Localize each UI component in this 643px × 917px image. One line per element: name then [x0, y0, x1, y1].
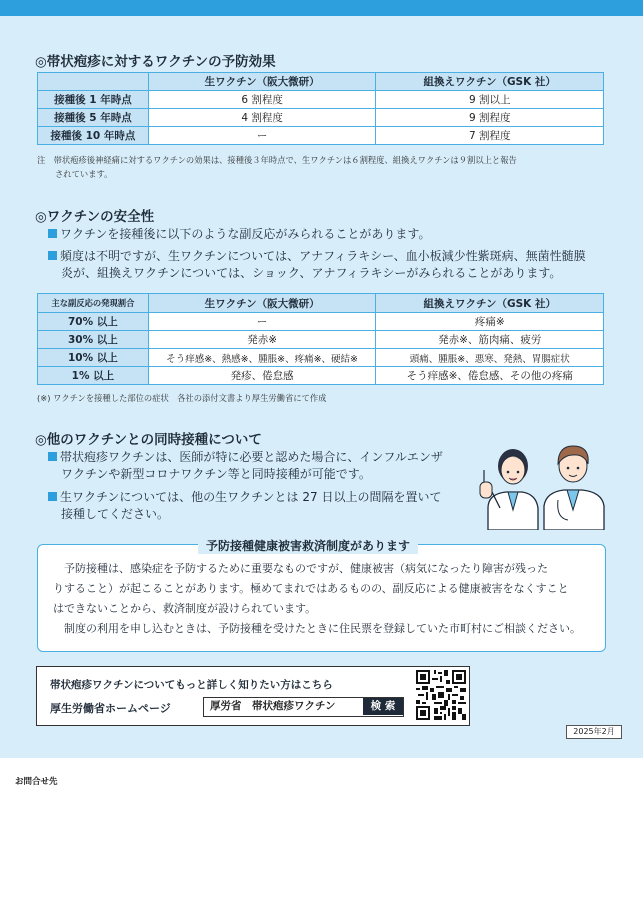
- bullet-text-line1: 生ワクチンについては、他の生ワクチンとは 27 日以上の間隔を置いて: [60, 490, 442, 504]
- cell-recombinant: 7 割程度: [376, 127, 604, 145]
- row-label: 接種後 1 年時点: [38, 91, 149, 109]
- cell-recombinant: 9 割以上: [376, 91, 604, 109]
- relief-line: 予防接種は、感染症を予防するために重要なものですが、健康被害（病気になったり障害が残った: [53, 562, 548, 575]
- section-vaccine-efficacy-title: ◎帯状疱疹に対するワクチンの予防効果: [35, 54, 276, 70]
- table-row: [38, 367, 604, 385]
- bullet-text-line1: 頻度は不明ですが、生ワクチンについては、アナフィラキシー、血小板減少性紫斑病、無菌性髄膜: [60, 249, 586, 263]
- table-row: [38, 91, 604, 109]
- section-safety-title: ◎ワクチンの安全性: [35, 209, 155, 225]
- table-row: [38, 109, 604, 127]
- row-label: 接種後 5 年時点: [38, 109, 149, 127]
- cell-live: 4 割程度: [148, 109, 376, 127]
- cell-live: 発疹、倦怠感: [148, 367, 376, 385]
- coadmin-bullet-2: [48, 489, 441, 523]
- table-row: [38, 313, 604, 331]
- corner-header: 主な副反応の発現割合: [38, 294, 149, 313]
- mhlw-link-box: [36, 666, 470, 726]
- search-box[interactable]: [203, 697, 404, 717]
- cell-live: 発赤※: [148, 331, 376, 349]
- relief-line: 制度の利用を申し込むときは、予防接種を受けたときに住民票を登録していた市町村にご相談ください。: [53, 622, 581, 635]
- cell-recombinant: 頭痛、腫脹※、悪寒、発熱、胃腸症状: [376, 349, 604, 367]
- relief-system-title: 予防接種健康被害救済制度があります: [198, 537, 418, 554]
- male-doctor-icon: [544, 446, 604, 530]
- row-label: 1% 以上: [38, 367, 149, 385]
- side-effects-note: (※) ワクチンを接種した部位の症状 各社の添付文書より厚生労働省にて作成: [37, 393, 327, 403]
- column-header-recombinant: 組換えワクチン（GSK 社）: [376, 73, 604, 91]
- cell-live: そう痒感※、熱感※、腫脹※、疼痛※、硬結※: [148, 349, 376, 367]
- table-row: [38, 349, 604, 367]
- bullet-text-line2: 接種してください。: [61, 507, 170, 521]
- relief-line: りすること）が起こることがあります。極めてまれではあるものの、副反応による健康被害をなくすこと: [53, 582, 569, 595]
- bullet-text-line2: ワクチンや新型コロナワクチン等と同時接種が可能です。: [61, 467, 371, 481]
- efficacy-table: [37, 72, 604, 145]
- bullet-square-icon: [48, 492, 57, 501]
- table-row: [38, 127, 604, 145]
- contact-label: お問合せ先: [15, 777, 58, 787]
- efficacy-note-line1: 注 帯状疱疹後神経痛に対するワクチンの効果は、接種後３年時点で、生ワクチンは６割程度、組換えワクチンは９割以上と報告: [37, 155, 517, 165]
- row-label: 30% 以上: [38, 331, 149, 349]
- cell-recombinant: 疼痛※: [376, 313, 604, 331]
- column-header-live: 生ワクチン（阪大微研）: [148, 73, 376, 91]
- section-coadministration-title: ◎他のワクチンとの同時接種について: [35, 432, 262, 448]
- row-label: 接種後 10 年時点: [38, 127, 149, 145]
- issue-date: 2025年2月: [566, 725, 622, 739]
- row-label: 10% 以上: [38, 349, 149, 367]
- corner-cell: [38, 73, 149, 91]
- link-site-name: 厚生労働省ホームページ: [50, 702, 171, 715]
- cell-recombinant: そう痒感※、倦怠感、その他の疼痛: [376, 367, 604, 385]
- bullet-square-icon: [48, 452, 57, 461]
- top-color-bar: [0, 0, 643, 16]
- relief-line: はできないことから、救済制度が設けられています。: [53, 602, 317, 615]
- doctors-illustration: [478, 430, 608, 530]
- search-button[interactable]: 検 索: [363, 698, 403, 715]
- row-label: 70% 以上: [38, 313, 149, 331]
- female-doctor-icon: [480, 449, 538, 530]
- cell-recombinant: 9 割程度: [376, 109, 604, 127]
- side-effects-table: [37, 293, 604, 385]
- cell-recombinant: 発赤※、筋肉痛、疲労: [376, 331, 604, 349]
- bullet-square-icon: [48, 251, 57, 260]
- column-header-recombinant: 組換えワクチン（GSK 社）: [376, 294, 604, 313]
- safety-bullet-1: [48, 226, 430, 243]
- cell-live: 6 割程度: [148, 91, 376, 109]
- coadmin-bullet-1: [48, 449, 443, 483]
- bullet-square-icon: [48, 229, 57, 238]
- search-query-text: 厚労省 帯状疱疹ワクチン: [210, 700, 336, 712]
- efficacy-note-line2: されています。: [55, 169, 113, 179]
- cell-live: ー: [148, 313, 376, 331]
- safety-bullet-2: [48, 248, 586, 282]
- table-row: [38, 331, 604, 349]
- cell-live: ー: [148, 127, 376, 145]
- qr-code-icon[interactable]: [416, 670, 466, 720]
- bullet-text-line1: 帯状疱疹ワクチンは、医師が特に必要と認めた場合に、インフルエンザ: [60, 450, 443, 464]
- link-caption: 帯状疱疹ワクチンについてもっと詳しく知りたい方はこちら: [50, 679, 333, 691]
- relief-system-body: [53, 559, 598, 639]
- bullet-text-line2: 炎が、組換えワクチンについては、ショック、アナフィラキシーがみられることがあります。: [61, 266, 562, 280]
- column-header-live: 生ワクチン（阪大微研）: [148, 294, 376, 313]
- bullet-text: ワクチンを接種後に以下のような副反応がみられることがあります。: [60, 227, 431, 241]
